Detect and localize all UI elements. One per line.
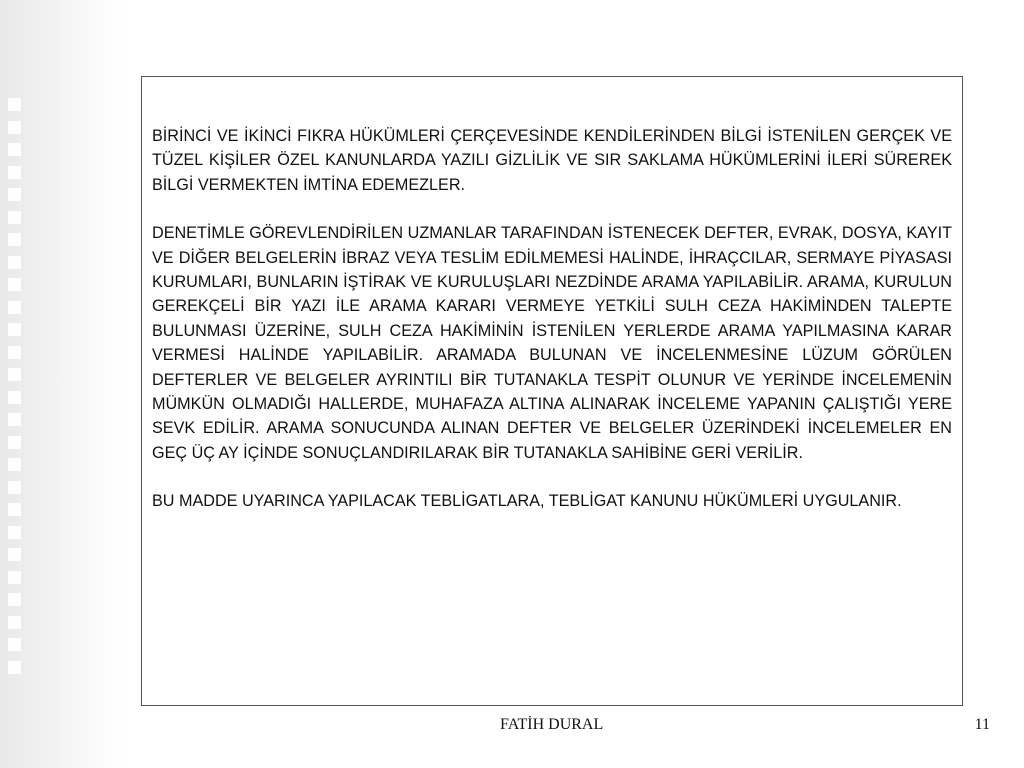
square-decoration <box>8 413 21 426</box>
square-decoration <box>8 458 21 471</box>
square-decoration <box>8 143 21 156</box>
square-decoration <box>8 616 21 629</box>
square-decoration <box>8 526 21 539</box>
square-decoration <box>8 391 21 404</box>
paragraph-confidentiality: BİRİNCİ VE İKİNCİ FIKRA HÜKÜMLERİ ÇERÇEVESİNDE KENDİLERİNDEN BİLGİ İSTENİLEN GERÇEK VE TÜZEL KİŞİLER ÖZEL KANUNLARDA YAZILI GİZLİLİK VE SIR SAKLAMA HÜKÜMLERİNİ İLERİ SÜREREK BİLGİ VERMEKTEN İMTİNA EDEMEZLER. <box>152 127 952 194</box>
square-decoration <box>8 256 21 269</box>
square-decoration <box>8 368 21 381</box>
square-decoration <box>8 481 21 494</box>
square-decoration <box>8 548 21 561</box>
square-decoration <box>8 301 21 314</box>
slide-number: 11 <box>974 716 990 733</box>
square-decoration <box>8 503 21 516</box>
square-decoration <box>8 661 21 674</box>
square-decoration <box>8 436 21 449</box>
decorative-side-band <box>0 0 125 768</box>
square-decoration <box>8 638 21 651</box>
decorative-squares <box>8 98 22 683</box>
slide-text-box <box>141 76 963 706</box>
paragraph-notifications: BU MADDE UYARINCA YAPILACAK TEBLİGATLARA, TEBLİGAT KANUNU HÜKÜMLERİ UYGULANIR. <box>152 492 902 511</box>
slide-body <box>152 124 952 538</box>
square-decoration <box>8 188 21 201</box>
footer-author: FATİH DURAL <box>500 716 604 733</box>
square-decoration <box>8 98 21 111</box>
square-decoration <box>8 278 21 291</box>
square-decoration <box>8 211 21 224</box>
paragraph-search-procedure: DENETİMLE GÖREVLENDİRİLEN UZMANLAR TARAFINDAN İSTENECEK DEFTER, EVRAK, DOSYA, KAYIT VE DİĞER BELGELERİN İBRAZ VEYA TESLİM EDİLMEMESİ HALİNDE, İHRAÇCILAR, SERMAYE PİYASASI KURUMLARI, BUNLARIN İŞTİRAK VE KURULUŞLARI NEZDİNDE ARAMA YAPILABİLİR. ARAMA, KURULUN GEREKÇELİ BİR YAZI İLE ARAMA KARARI VERMEYE YETKİLİ SULH CEZA HAKİMİNDEN TALEPTE BULUNMASI ÜZERİNE, SULH CEZA HAKİMİNİN İSTENİLEN YERLERDE ARAMA YAPILMASINA KARAR VERMESİ HALİNDE YAPILABİLİR. ARAMADA BULUNAN VE İNCELENMESİNE LÜZUM GÖRÜLEN DEFTERLER VE BELGELER AYRINTILI BİR TUTANAKLA TESPİT OLUNUR VE YERİNDE İNCELEMENİN MÜMKÜN OLMADIĞI HALLERDE, MUHAFAZA ALTINA ALINARAK İNCELEME YAPANIN ÇALIŞTIĞI YERE SEVK EDİLİR. ARAMA SONUCUNDA ALINAN DEFTER VE BELGELER ÜZERİNDEKİ İNCELEMELER EN GEÇ ÜÇ AY İÇİNDE SONUÇLANDIRILARAK BİR TUTANAKLA SAHİBİNE GERİ VERİLİR. <box>152 224 952 462</box>
square-decoration <box>8 121 21 134</box>
square-decoration <box>8 593 21 606</box>
square-decoration <box>8 323 21 336</box>
square-decoration <box>8 233 21 246</box>
square-decoration <box>8 571 21 584</box>
square-decoration <box>8 346 21 359</box>
square-decoration <box>8 166 21 179</box>
